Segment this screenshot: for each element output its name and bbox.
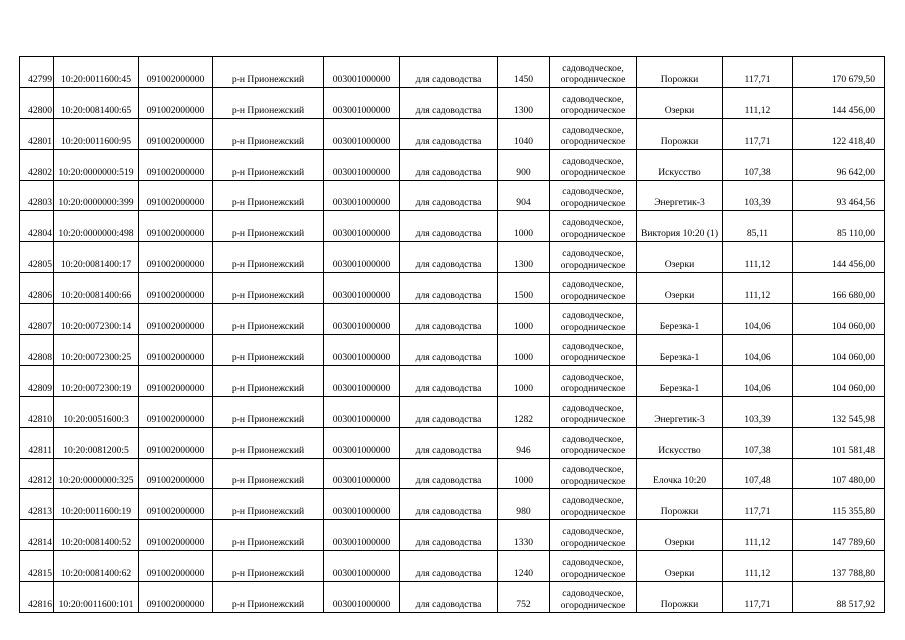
land-type-cell — [550, 489, 637, 520]
okato-code-cell: 091002000000 — [139, 180, 213, 211]
okato-code-cell: 091002000000 — [139, 273, 213, 304]
cadastral-value-cell: 104 060,00 — [793, 304, 885, 335]
cadastral-value-cell: 107 480,00 — [793, 458, 885, 489]
area-cell: 1450 — [498, 57, 550, 88]
permitted-use-cell: для садоводства — [400, 427, 498, 458]
land-type-line: садоводческое, — [562, 124, 624, 136]
land-type-cell — [550, 396, 637, 427]
specific-value-cell: 117,71 — [723, 489, 793, 520]
okato-code-cell: 091002000000 — [139, 489, 213, 520]
cadastral-number-cell: 10:20:0081400:65 — [54, 87, 139, 118]
land-type-line: садоводческое, — [562, 340, 624, 352]
category-code-cell: 003001000000 — [324, 242, 400, 273]
area-cell: 1000 — [498, 365, 550, 396]
district-cell: р-н Прионежский — [213, 551, 324, 582]
cadastral-number-cell: 10:20:0072300:19 — [54, 365, 139, 396]
cadastral-number-cell: 10:20:0081400:17 — [54, 242, 139, 273]
specific-value-cell: 107,48 — [723, 458, 793, 489]
permitted-use-cell: для садоводства — [400, 149, 498, 180]
area-cell: 946 — [498, 427, 550, 458]
category-code-cell: 003001000000 — [324, 396, 400, 427]
permitted-use-cell: для садоводства — [400, 304, 498, 335]
category-code-cell: 003001000000 — [324, 335, 400, 366]
area-cell: 1300 — [498, 242, 550, 273]
cadastral-number-cell: 10:20:0011600:19 — [54, 489, 139, 520]
land-type-line: огородническое — [560, 105, 626, 117]
okato-code-cell: 091002000000 — [139, 304, 213, 335]
plot-number-cell: 42803 — [20, 180, 54, 211]
plot-number-cell: 42802 — [20, 149, 54, 180]
area-cell: 1330 — [498, 520, 550, 551]
permitted-use-cell: для садоводства — [400, 211, 498, 242]
category-code-cell: 003001000000 — [324, 582, 400, 613]
district-cell: р-н Прионежский — [213, 87, 324, 118]
district-cell: р-н Прионежский — [213, 211, 324, 242]
cadastral-value-cell: 88 517,92 — [793, 582, 885, 613]
table-row — [20, 211, 885, 242]
specific-value-cell: 104,06 — [723, 365, 793, 396]
plot-number-cell: 42800 — [20, 87, 54, 118]
okato-code-cell: 091002000000 — [139, 582, 213, 613]
land-type-line: огородническое — [560, 537, 626, 549]
table-row — [20, 87, 885, 118]
plot-number-cell: 42799 — [20, 57, 54, 88]
district-cell: р-н Прионежский — [213, 427, 324, 458]
permitted-use-cell: для садоводства — [400, 118, 498, 149]
cadastral-value-cell: 166 680,00 — [793, 273, 885, 304]
land-type-line: огородническое — [560, 290, 626, 302]
okato-code-cell: 091002000000 — [139, 396, 213, 427]
locality-cell: Озерки — [637, 520, 723, 551]
locality-cell: Березка-1 — [637, 335, 723, 366]
plot-number-cell: 42807 — [20, 304, 54, 335]
specific-value-cell: 111,12 — [723, 551, 793, 582]
locality-cell: Порожки — [637, 582, 723, 613]
land-type-cell — [550, 180, 637, 211]
land-plots-table — [19, 56, 885, 613]
table-row — [20, 242, 885, 273]
specific-value-cell: 111,12 — [723, 242, 793, 273]
land-type-line: садоводческое, — [562, 217, 624, 229]
land-type-line: садоводческое, — [562, 155, 624, 167]
locality-cell: Порожки — [637, 489, 723, 520]
permitted-use-cell: для садоводства — [400, 582, 498, 613]
land-type-line: садоводческое, — [562, 279, 624, 291]
land-type-line: садоводческое, — [562, 248, 624, 260]
table-row — [20, 273, 885, 304]
area-cell: 1000 — [498, 458, 550, 489]
table-row — [20, 365, 885, 396]
plot-number-cell: 42806 — [20, 273, 54, 304]
land-type-line: садоводческое, — [562, 402, 624, 414]
permitted-use-cell: для садоводства — [400, 273, 498, 304]
land-type-cell — [550, 149, 637, 180]
land-type-cell — [550, 242, 637, 273]
permitted-use-cell: для садоводства — [400, 489, 498, 520]
locality-cell: Искусство — [637, 427, 723, 458]
permitted-use-cell: для садоводства — [400, 57, 498, 88]
cadastral-value-cell: 104 060,00 — [793, 335, 885, 366]
land-type-cell — [550, 87, 637, 118]
district-cell: р-н Прионежский — [213, 458, 324, 489]
cadastral-number-cell: 10:20:0081400:66 — [54, 273, 139, 304]
permitted-use-cell: для садоводства — [400, 396, 498, 427]
plot-number-cell: 42811 — [20, 427, 54, 458]
category-code-cell: 003001000000 — [324, 273, 400, 304]
land-type-line: садоводческое, — [562, 464, 624, 476]
land-type-cell — [550, 273, 637, 304]
specific-value-cell: 103,39 — [723, 396, 793, 427]
table-row — [20, 335, 885, 366]
specific-value-cell: 104,06 — [723, 304, 793, 335]
land-type-line: огородническое — [560, 321, 626, 333]
table-row — [20, 396, 885, 427]
area-cell: 904 — [498, 180, 550, 211]
land-type-cell — [550, 211, 637, 242]
locality-cell: Озерки — [637, 242, 723, 273]
okato-code-cell: 091002000000 — [139, 335, 213, 366]
okato-code-cell: 091002000000 — [139, 87, 213, 118]
district-cell: р-н Прионежский — [213, 304, 324, 335]
specific-value-cell: 107,38 — [723, 427, 793, 458]
cadastral-number-cell: 10:20:0081400:62 — [54, 551, 139, 582]
specific-value-cell: 117,71 — [723, 582, 793, 613]
land-type-line: огородническое — [560, 506, 626, 518]
table-row — [20, 489, 885, 520]
locality-cell: Озерки — [637, 87, 723, 118]
land-type-cell — [550, 458, 637, 489]
okato-code-cell: 091002000000 — [139, 242, 213, 273]
plot-number-cell: 42809 — [20, 365, 54, 396]
okato-code-cell: 091002000000 — [139, 551, 213, 582]
cadastral-number-cell: 10:20:0011600:101 — [54, 582, 139, 613]
land-type-cell — [550, 551, 637, 582]
permitted-use-cell: для садоводства — [400, 242, 498, 273]
table-row — [20, 118, 885, 149]
specific-value-cell: 117,71 — [723, 57, 793, 88]
locality-cell: Березка-1 — [637, 304, 723, 335]
district-cell: р-н Прионежский — [213, 396, 324, 427]
cadastral-number-cell: 10:20:0051600:3 — [54, 396, 139, 427]
land-type-cell — [550, 365, 637, 396]
plot-number-cell: 42815 — [20, 551, 54, 582]
plot-number-cell: 42816 — [20, 582, 54, 613]
land-type-line: огородническое — [560, 475, 626, 487]
category-code-cell: 003001000000 — [324, 118, 400, 149]
locality-cell: Порожки — [637, 57, 723, 88]
okato-code-cell: 091002000000 — [139, 427, 213, 458]
district-cell: р-н Прионежский — [213, 520, 324, 551]
cadastral-number-cell: 10:20:0081200:5 — [54, 427, 139, 458]
area-cell: 1282 — [498, 396, 550, 427]
plot-number-cell: 42805 — [20, 242, 54, 273]
district-cell: р-н Прионежский — [213, 149, 324, 180]
permitted-use-cell: для садоводства — [400, 551, 498, 582]
land-type-line: садоводческое, — [562, 62, 624, 74]
plot-number-cell: 42812 — [20, 458, 54, 489]
cadastral-value-cell: 147 789,60 — [793, 520, 885, 551]
cadastral-value-cell: 144 456,00 — [793, 242, 885, 273]
cadastral-number-cell: 10:20:0000000:519 — [54, 149, 139, 180]
table-body — [20, 57, 885, 613]
table-row — [20, 582, 885, 613]
land-type-cell — [550, 304, 637, 335]
cadastral-number-cell: 10:20:0072300:25 — [54, 335, 139, 366]
cadastral-value-cell: 122 418,40 — [793, 118, 885, 149]
district-cell: р-н Прионежский — [213, 180, 324, 211]
cadastral-value-cell: 93 464,56 — [793, 180, 885, 211]
district-cell: р-н Прионежский — [213, 273, 324, 304]
district-cell: р-н Прионежский — [213, 57, 324, 88]
land-type-line: садоводческое, — [562, 93, 624, 105]
cadastral-value-cell: 104 060,00 — [793, 365, 885, 396]
specific-value-cell: 85,11 — [723, 211, 793, 242]
area-cell: 1040 — [498, 118, 550, 149]
plot-number-cell: 42801 — [20, 118, 54, 149]
table-row — [20, 180, 885, 211]
locality-cell: Озерки — [637, 273, 723, 304]
land-type-cell — [550, 335, 637, 366]
land-type-line: огородническое — [560, 259, 626, 271]
area-cell: 1240 — [498, 551, 550, 582]
land-type-cell — [550, 520, 637, 551]
specific-value-cell: 117,71 — [723, 118, 793, 149]
permitted-use-cell: для садоводства — [400, 365, 498, 396]
area-cell: 900 — [498, 149, 550, 180]
table-row — [20, 304, 885, 335]
land-type-line: огородническое — [560, 74, 626, 86]
area-cell: 1000 — [498, 335, 550, 366]
specific-value-cell: 111,12 — [723, 273, 793, 304]
area-cell: 1000 — [498, 211, 550, 242]
permitted-use-cell: для садоводства — [400, 458, 498, 489]
table-row — [20, 149, 885, 180]
plot-number-cell: 42813 — [20, 489, 54, 520]
cadastral-value-cell: 115 355,80 — [793, 489, 885, 520]
cadastral-value-cell: 85 110,00 — [793, 211, 885, 242]
land-type-line: огородническое — [560, 352, 626, 364]
area-cell: 1300 — [498, 87, 550, 118]
okato-code-cell: 091002000000 — [139, 118, 213, 149]
land-type-line: огородническое — [560, 197, 626, 209]
permitted-use-cell: для садоводства — [400, 180, 498, 211]
category-code-cell: 003001000000 — [324, 180, 400, 211]
cadastral-value-cell: 137 788,80 — [793, 551, 885, 582]
category-code-cell: 003001000000 — [324, 520, 400, 551]
specific-value-cell: 104,06 — [723, 335, 793, 366]
plot-number-cell: 42804 — [20, 211, 54, 242]
okato-code-cell: 091002000000 — [139, 365, 213, 396]
district-cell: р-н Прионежский — [213, 242, 324, 273]
land-type-line: садоводческое, — [562, 557, 624, 569]
locality-cell: Озерки — [637, 551, 723, 582]
permitted-use-cell: для садоводства — [400, 520, 498, 551]
land-type-line: огородническое — [560, 414, 626, 426]
locality-cell: Виктория 10:20 (1) — [637, 211, 723, 242]
permitted-use-cell: для садоводства — [400, 87, 498, 118]
cadastral-value-cell: 144 456,00 — [793, 87, 885, 118]
land-type-cell — [550, 427, 637, 458]
category-code-cell: 003001000000 — [324, 551, 400, 582]
land-type-line: садоводческое, — [562, 588, 624, 600]
land-type-line: садоводческое, — [562, 186, 624, 198]
area-cell: 1000 — [498, 304, 550, 335]
plot-number-cell: 42808 — [20, 335, 54, 366]
category-code-cell: 003001000000 — [324, 304, 400, 335]
cadastral-value-cell: 170 679,50 — [793, 57, 885, 88]
locality-cell: Энергетик-3 — [637, 180, 723, 211]
locality-cell: Энергетик-3 — [637, 396, 723, 427]
okato-code-cell: 091002000000 — [139, 458, 213, 489]
specific-value-cell: 111,12 — [723, 87, 793, 118]
okato-code-cell: 091002000000 — [139, 57, 213, 88]
district-cell: р-н Прионежский — [213, 335, 324, 366]
area-cell: 980 — [498, 489, 550, 520]
land-type-line: огородническое — [560, 599, 626, 611]
cadastral-value-cell: 101 581,48 — [793, 427, 885, 458]
land-type-line: огородническое — [560, 445, 626, 457]
category-code-cell: 003001000000 — [324, 458, 400, 489]
cadastral-number-cell: 10:20:0081400:52 — [54, 520, 139, 551]
land-type-line: садоводческое, — [562, 371, 624, 383]
okato-code-cell: 091002000000 — [139, 149, 213, 180]
area-cell: 1500 — [498, 273, 550, 304]
cadastral-number-cell: 10:20:0011600:95 — [54, 118, 139, 149]
land-type-line: огородническое — [560, 136, 626, 148]
land-type-line: садоводческое, — [562, 310, 624, 322]
locality-cell: Елочка 10:20 — [637, 458, 723, 489]
okato-code-cell: 091002000000 — [139, 211, 213, 242]
specific-value-cell: 107,38 — [723, 149, 793, 180]
locality-cell: Порожки — [637, 118, 723, 149]
table-row — [20, 57, 885, 88]
area-cell: 752 — [498, 582, 550, 613]
category-code-cell: 003001000000 — [324, 211, 400, 242]
locality-cell: Березка-1 — [637, 365, 723, 396]
category-code-cell: 003001000000 — [324, 489, 400, 520]
cadastral-number-cell: 10:20:0000000:325 — [54, 458, 139, 489]
land-type-line: огородническое — [560, 228, 626, 240]
land-type-cell — [550, 118, 637, 149]
land-type-line: садоводческое, — [562, 495, 624, 507]
land-type-cell — [550, 57, 637, 88]
district-cell: р-н Прионежский — [213, 118, 324, 149]
land-type-line: садоводческое, — [562, 433, 624, 445]
cadastral-number-cell: 10:20:0072300:14 — [54, 304, 139, 335]
cadastral-value-cell: 132 545,98 — [793, 396, 885, 427]
specific-value-cell: 103,39 — [723, 180, 793, 211]
cadastral-number-cell: 10:20:0000000:399 — [54, 180, 139, 211]
okato-code-cell: 091002000000 — [139, 520, 213, 551]
category-code-cell: 003001000000 — [324, 365, 400, 396]
category-code-cell: 003001000000 — [324, 87, 400, 118]
district-cell: р-н Прионежский — [213, 365, 324, 396]
category-code-cell: 003001000000 — [324, 427, 400, 458]
specific-value-cell: 111,12 — [723, 520, 793, 551]
locality-cell: Искусство — [637, 149, 723, 180]
table-row — [20, 551, 885, 582]
table-row — [20, 520, 885, 551]
land-type-line: огородническое — [560, 383, 626, 395]
district-cell: р-н Прионежский — [213, 489, 324, 520]
land-type-cell — [550, 582, 637, 613]
plot-number-cell: 42810 — [20, 396, 54, 427]
land-type-line: огородническое — [560, 568, 626, 580]
category-code-cell: 003001000000 — [324, 57, 400, 88]
land-type-line: огородническое — [560, 167, 626, 179]
cadastral-number-cell: 10:20:0000000:498 — [54, 211, 139, 242]
permitted-use-cell: для садоводства — [400, 335, 498, 366]
cadastral-number-cell: 10:20:0011600:45 — [54, 57, 139, 88]
category-code-cell: 003001000000 — [324, 149, 400, 180]
cadastral-value-cell: 96 642,00 — [793, 149, 885, 180]
land-type-line: садоводческое, — [562, 526, 624, 538]
table-row — [20, 427, 885, 458]
plot-number-cell: 42814 — [20, 520, 54, 551]
district-cell: р-н Прионежский — [213, 582, 324, 613]
table-row — [20, 458, 885, 489]
